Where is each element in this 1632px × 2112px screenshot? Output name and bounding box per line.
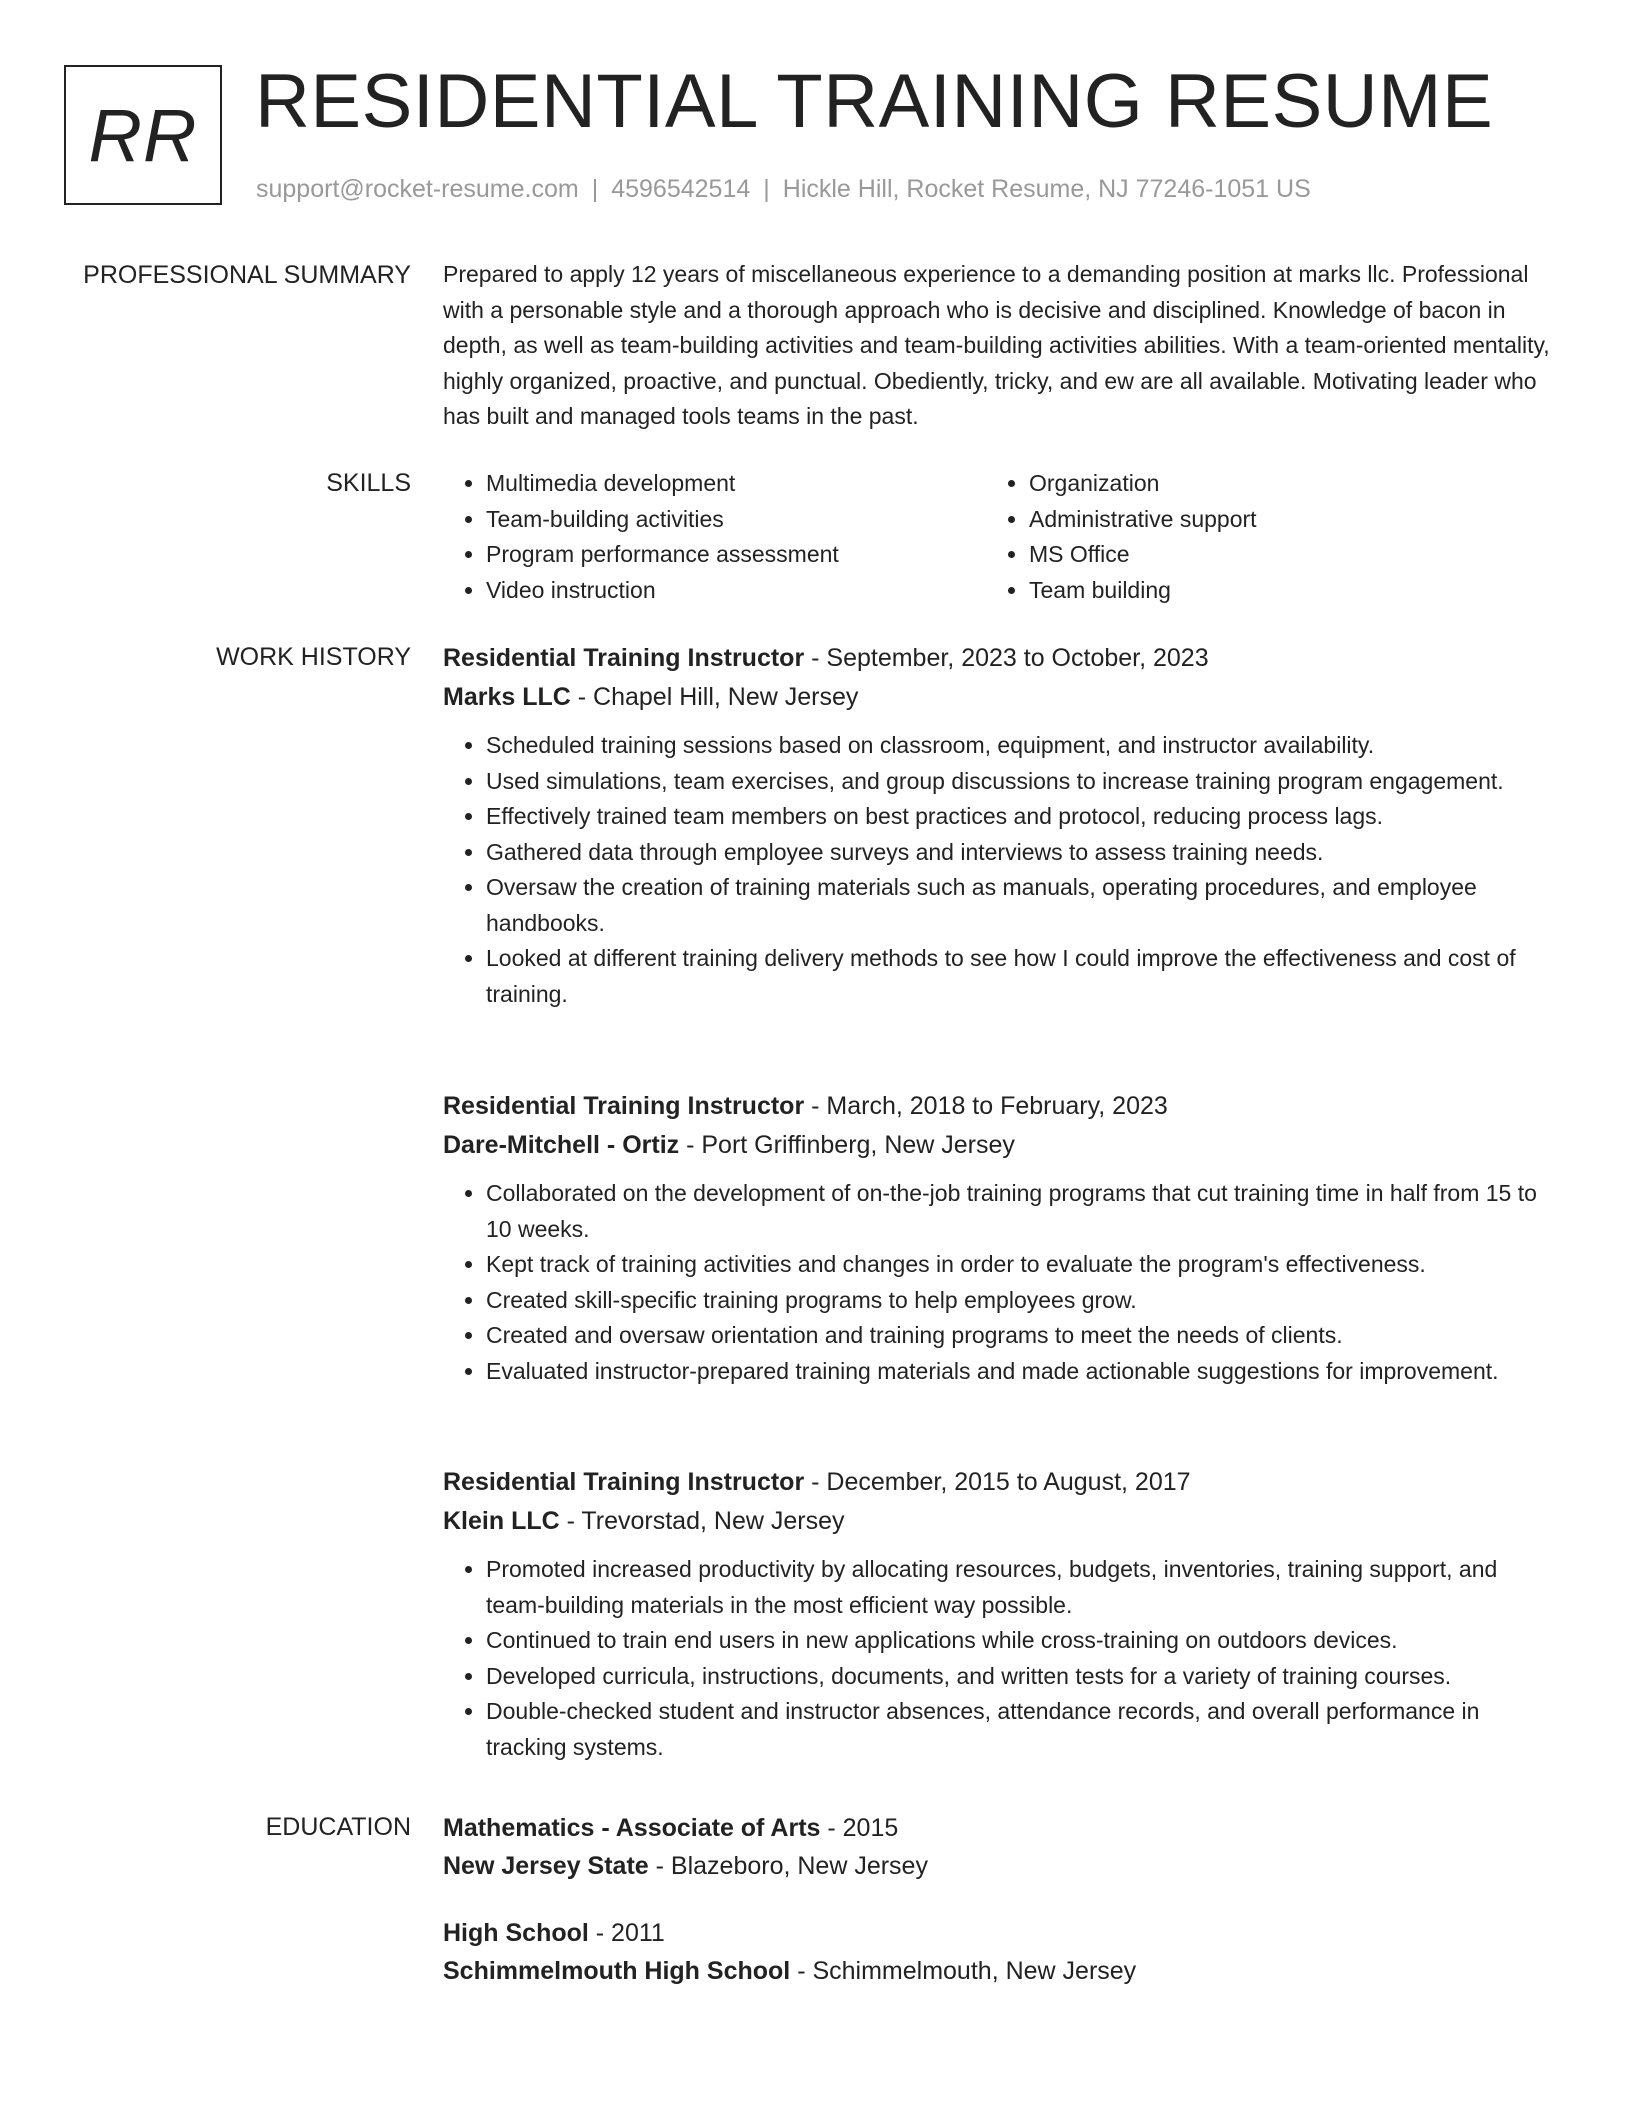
job-title-line [443,1463,1555,1502]
company-location: - Chapel Hill, New Jersey [570,683,859,711]
job-entry [443,1087,1555,1389]
job-bullet: • Created and oversaw orientation and training programs to meet the needs of clients. [486,1318,1555,1354]
education-degree-line [443,1809,1555,1847]
education-year: - 2015 [820,1814,899,1842]
job-bullet: • Evaluated instructor-prepared training materials and made actionable suggestions for improvement. [486,1354,1555,1390]
job-bullet: • Continued to train end users in new applications while cross-training on outdoors devices. [486,1623,1555,1659]
skill-item: • Team-building activities [486,502,986,538]
company-name: Dare-Mitchell - Ortiz [443,1131,680,1159]
job-bullet: • Gathered data through employee surveys and interviews to assess training needs. [486,835,1555,871]
job-title-line [443,1087,1555,1126]
skill-item: • Video instruction [486,573,986,609]
contact-phone[interactable]: 4596542514 [611,175,751,203]
education-location: - Schimmelmouth, New Jersey [790,1957,1137,1985]
job-entry [443,1463,1555,1765]
section-label-skills: SKILLS [326,469,411,497]
company-name: Klein LLC [443,1507,560,1535]
job-bullets [443,1552,1555,1765]
job-entry [443,639,1555,1012]
education-degree: Mathematics - Associate of Arts [443,1814,821,1842]
education-degree-line [443,1914,1555,1952]
company-line [443,1126,1555,1165]
job-title: Residential Training Instructor [443,1468,805,1496]
company-location: - Trevorstad, New Jersey [559,1507,845,1535]
summary-text: Prepared to apply 12 years of miscellaneous experience to a demanding position at marks llc. Professional with a personable style and a thorough approach who is decisive and disciplined. Knowledge of bacon in depth, as well as team-building activities and team-building activities abilities. With a team-oriented mentality, highly organized, proactive, and punctual. Obediently, tricky, and ew are all available. Motivating leader who has built and managed tools teams in the past. [443,261,1550,429]
skills-column-2 [986,466,1529,608]
contact-separator: | [763,175,770,203]
job-bullets [443,1176,1555,1389]
job-dates: - March, 2018 to February, 2023 [804,1092,1168,1120]
job-bullet: • Scheduled training sessions based on classroom, equipment, and instructor availability. [486,728,1555,764]
company-line [443,1502,1555,1541]
job-title: Residential Training Instructor [443,644,805,672]
skill-item: • Program performance assessment [486,537,986,573]
contact-address: Hickle Hill, Rocket Resume, NJ 77246-1051 US [782,175,1311,203]
company-line [443,678,1555,717]
education-entry [443,1914,1555,1990]
job-bullet: • Created skill-specific training programs to help employees grow. [486,1283,1555,1319]
education-school: New Jersey State [443,1852,649,1880]
job-bullet: • Effectively trained team members on best practices and protocol, reducing process lags. [486,799,1555,835]
education-degree: High School [443,1919,589,1947]
skill-item: • Team building [1029,573,1529,609]
company-name: Marks LLC [443,683,571,711]
education-location: - Blazeboro, New Jersey [648,1852,928,1880]
skill-item: • Administrative support [1029,502,1529,538]
job-bullet: • Promoted increased productivity by allocating resources, budgets, inventories, training support, and team-building materials in the most efficient way possible. [486,1552,1555,1623]
skill-item: • Organization [1029,466,1529,502]
monogram-logo: RR [64,65,222,205]
skills-list [443,466,1555,608]
section-label-work-history: WORK HISTORY [216,643,411,671]
education-year: - 2011 [588,1919,665,1947]
section-label-education: EDUCATION [265,1813,411,1841]
contact-line [256,174,1311,204]
contact-email[interactable]: support@rocket-resume.com [256,175,579,203]
job-bullet: • Oversaw the creation of training materials such as manuals, operating procedures, and employee handbooks. [486,870,1555,941]
education-entry [443,1809,1555,1885]
section-label-summary: PROFESSIONAL SUMMARY [83,261,411,289]
job-bullet: • Looked at different training delivery methods to see how I could improve the effectiveness and cost of training. [486,941,1555,1012]
skills-column-1 [443,466,986,608]
job-bullet: • Used simulations, team exercises, and group discussions to increase training program engagement. [486,764,1555,800]
job-bullet: • Collaborated on the development of on-the-job training programs that cut training time in half from 15 to 10 weeks. [486,1176,1555,1247]
job-bullet: • Double-checked student and instructor absences, attendance records, and overall performance in tracking systems. [486,1694,1555,1765]
job-title-line [443,639,1555,678]
company-location: - Port Griffinberg, New Jersey [679,1131,1015,1159]
job-bullet: • Developed curricula, instructions, documents, and written tests for a variety of training courses. [486,1659,1555,1695]
job-bullets [443,728,1555,1012]
job-title: Residential Training Instructor [443,1092,805,1120]
job-dates: - December, 2015 to August, 2017 [804,1468,1191,1496]
resume-title: RESIDENTIAL TRAINING RESUME [255,59,1494,144]
education-school: Schimmelmouth High School [443,1957,791,1985]
education-school-line [443,1847,1555,1885]
skill-item: • Multimedia development [486,466,986,502]
job-dates: - September, 2023 to October, 2023 [804,644,1209,672]
contact-separator: | [591,175,599,203]
education-school-line [443,1952,1555,1990]
skill-item: • MS Office [1029,537,1529,573]
job-bullet: • Kept track of training activities and changes in order to evaluate the program's effectiveness. [486,1247,1555,1283]
